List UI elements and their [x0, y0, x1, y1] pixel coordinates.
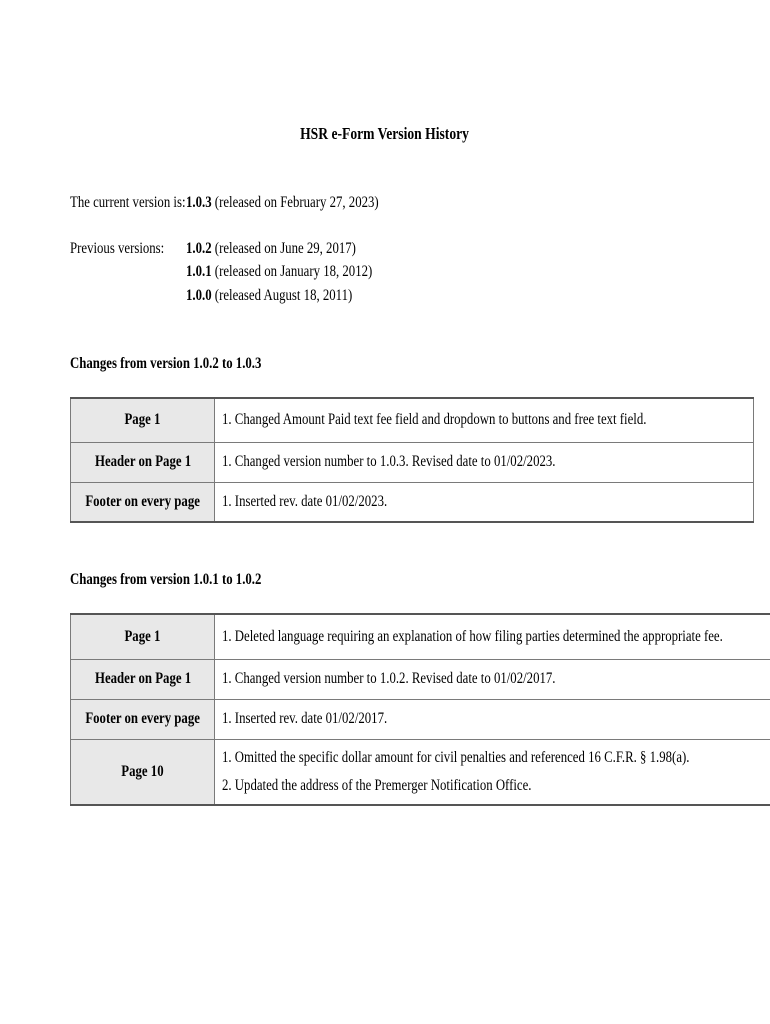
table-row	[71, 482, 754, 522]
section-heading: Changes from version 1.0.1 to 1.0.2	[70, 571, 262, 588]
section-heading: Changes from version 1.0.2 to 1.0.3	[70, 355, 262, 372]
current-version-label: The current version is:	[70, 194, 186, 211]
row-description: 1. Changed Amount Paid text fee field and dropdown to buttons and free text field.	[215, 398, 754, 442]
row-label: Page 1	[71, 398, 215, 442]
changes-table	[70, 397, 754, 523]
table-row	[71, 398, 754, 442]
changes-table	[70, 613, 770, 806]
table-row	[71, 739, 770, 805]
row-label: Page 1	[71, 614, 215, 659]
table-row	[71, 699, 770, 739]
row-description: 1. Changed version number to 1.0.3. Revised date to 01/02/2023.	[215, 442, 754, 482]
previous-version-item	[186, 263, 419, 281]
previous-version-item	[186, 287, 394, 305]
row-description: 1. Inserted rev. date 01/02/2017.	[215, 699, 770, 739]
row-description: 1. Inserted rev. date 01/02/2023.	[215, 482, 754, 522]
document-title: HSR e-Form Version History	[300, 124, 470, 143]
previous-version-number: 1.0.0	[186, 287, 212, 304]
current-version-number: 1.0.3	[186, 194, 212, 211]
previous-versions-label: Previous versions:	[70, 240, 165, 257]
current-version-note: (released on February 27, 2023)	[214, 194, 379, 211]
row-label: Footer on every page	[71, 482, 215, 522]
table-row	[71, 614, 770, 659]
table-row	[71, 442, 754, 482]
previous-version-number: 1.0.2	[186, 240, 212, 257]
table-row	[71, 659, 770, 699]
row-description: 1. Deleted language requiring an explanation of how filing parties determined the appropriate fee.	[215, 614, 770, 659]
previous-version-item	[186, 240, 398, 258]
previous-version-note: (released on June 29, 2017)	[214, 240, 356, 257]
row-label: Footer on every page	[71, 699, 215, 739]
previous-version-note: (released August 18, 2011)	[214, 287, 353, 304]
row-description: 1. Changed version number to 1.0.2. Revised date to 01/02/2017.	[215, 659, 770, 699]
previous-version-note: (released on January 18, 2012)	[214, 263, 373, 280]
current-version-value	[186, 194, 427, 212]
row-description: 1. Omitted the specific dollar amount for civil penalties and referenced 16 C.F.R. § 1.98(a). 2. Updated the address of the Premerger Notification Office.	[215, 739, 770, 805]
row-label: Header on Page 1	[71, 442, 215, 482]
row-label: Page 10	[71, 739, 215, 805]
previous-version-number: 1.0.1	[186, 263, 212, 280]
row-label: Header on Page 1	[71, 659, 215, 699]
